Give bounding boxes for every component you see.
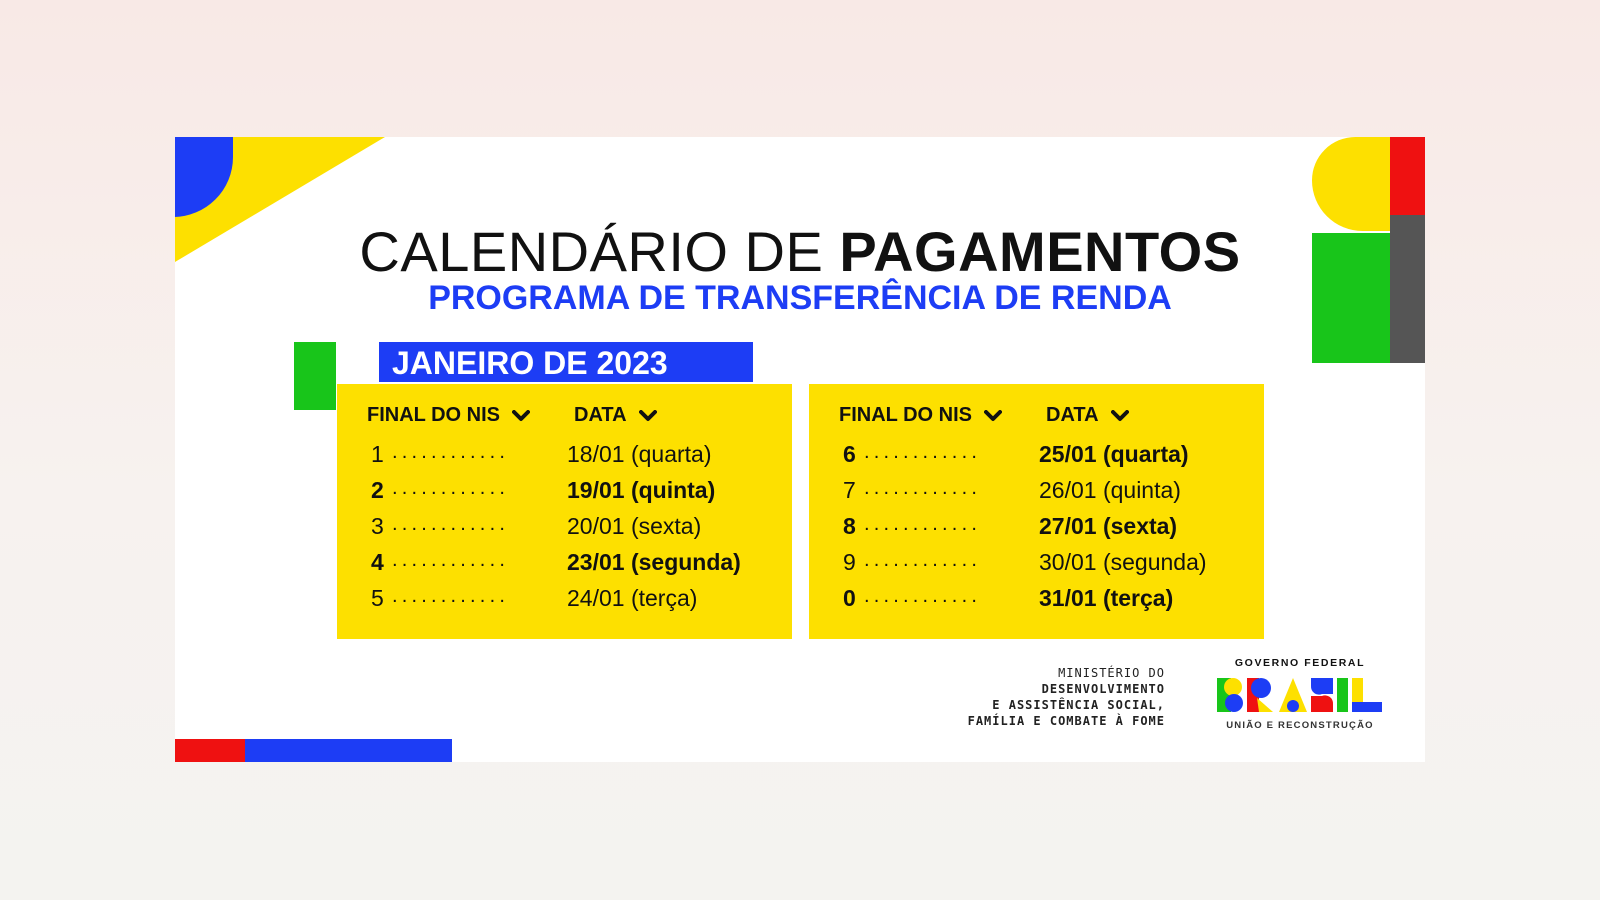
row-nis: 7 (843, 477, 856, 503)
row-date: 30/01 (segunda) (1039, 549, 1207, 575)
row-date: 26/01 (quinta) (1039, 477, 1181, 503)
page-title (175, 219, 1425, 284)
row-dots: ............ (392, 549, 510, 571)
schedule-row (839, 585, 1259, 621)
header-date-label: DATA (574, 404, 627, 426)
row-date: 18/01 (quarta) (567, 441, 712, 467)
schedule-row (839, 441, 1259, 477)
row-dots: ............ (864, 513, 982, 535)
row-dots: ............ (392, 585, 510, 607)
calendar-card (175, 137, 1425, 762)
chevron-down-icon (1111, 410, 1129, 422)
header-nis (367, 404, 530, 427)
row-dots: ............ (864, 585, 982, 607)
row-dots: ............ (864, 441, 982, 463)
schedule-panel-right (809, 384, 1264, 639)
ministry-line: DESENVOLVIMENTO (1041, 682, 1165, 696)
row-date: 20/01 (sexta) (567, 513, 702, 539)
row-nis: 6 (843, 441, 856, 467)
gov-logo-top: GOVERNO FEDERAL (1234, 657, 1366, 669)
schedule-row (367, 477, 787, 513)
row-dots: ............ (392, 477, 510, 499)
row-nis: 1 (371, 441, 384, 467)
row-nis: 4 (371, 549, 384, 575)
row-date: 24/01 (terça) (567, 585, 698, 611)
header-date (574, 404, 657, 427)
brasil-logo-icon (1215, 672, 1385, 716)
schedule-row (839, 477, 1259, 513)
schedule-row (839, 513, 1259, 549)
header-date (1046, 404, 1129, 427)
row-nis: 3 (371, 513, 384, 539)
schedule-row (367, 441, 787, 477)
chevron-down-icon (984, 410, 1002, 422)
schedule-panel-left (337, 384, 792, 639)
row-nis: 9 (843, 549, 856, 575)
decor-green-tab (294, 342, 336, 410)
page-subtitle: PROGRAMA DE TRANSFERÊNCIA DE RENDA (428, 279, 1172, 317)
header-nis (839, 404, 1002, 427)
schedule-row (367, 549, 787, 585)
row-date: 25/01 (quarta) (1039, 441, 1189, 467)
ministry-name (875, 665, 1165, 729)
header-date-label: DATA (1046, 404, 1099, 426)
chevron-down-icon (512, 410, 530, 422)
row-dots: ............ (864, 549, 982, 571)
schedule-rows (839, 441, 1259, 621)
ministry-line: FAMÍLIA E COMBATE À FOME (967, 714, 1165, 728)
row-nis: 8 (843, 513, 856, 539)
ministry-line: MINISTÉRIO DO (1058, 666, 1165, 680)
decor-red-block (1390, 137, 1425, 215)
schedule-rows (367, 441, 787, 621)
month-banner: JANEIRO DE 2023 (379, 342, 753, 382)
row-dots: ............ (392, 441, 510, 463)
decor-yellow-half-circle (1312, 137, 1390, 231)
header-nis-label: FINAL DO NIS (839, 404, 972, 426)
row-nis: 2 (371, 477, 384, 503)
header-nis-label: FINAL DO NIS (367, 404, 500, 426)
chevron-down-icon (639, 410, 657, 422)
row-nis: 5 (371, 585, 384, 611)
row-nis: 0 (843, 585, 856, 611)
schedule-row (367, 513, 787, 549)
gov-logo-bottom: UNIÃO E RECONSTRUÇÃO (1226, 720, 1374, 731)
row-dots: ............ (864, 477, 982, 499)
row-date: 23/01 (segunda) (567, 549, 741, 575)
schedule-row (367, 585, 787, 621)
title-light: CALENDÁRIO DE (359, 220, 840, 283)
title-bold: PAGAMENTOS (839, 220, 1241, 283)
decor-blue-bar (245, 739, 452, 762)
row-date: 27/01 (sexta) (1039, 513, 1178, 539)
row-date: 19/01 (quinta) (567, 477, 716, 503)
decor-red-bar (175, 739, 245, 762)
schedule-row (839, 549, 1259, 585)
row-dots: ............ (392, 513, 510, 535)
row-date: 31/01 (terça) (1039, 585, 1174, 611)
government-logo (1215, 657, 1385, 735)
ministry-line: E ASSISTÊNCIA SOCIAL, (992, 698, 1165, 712)
